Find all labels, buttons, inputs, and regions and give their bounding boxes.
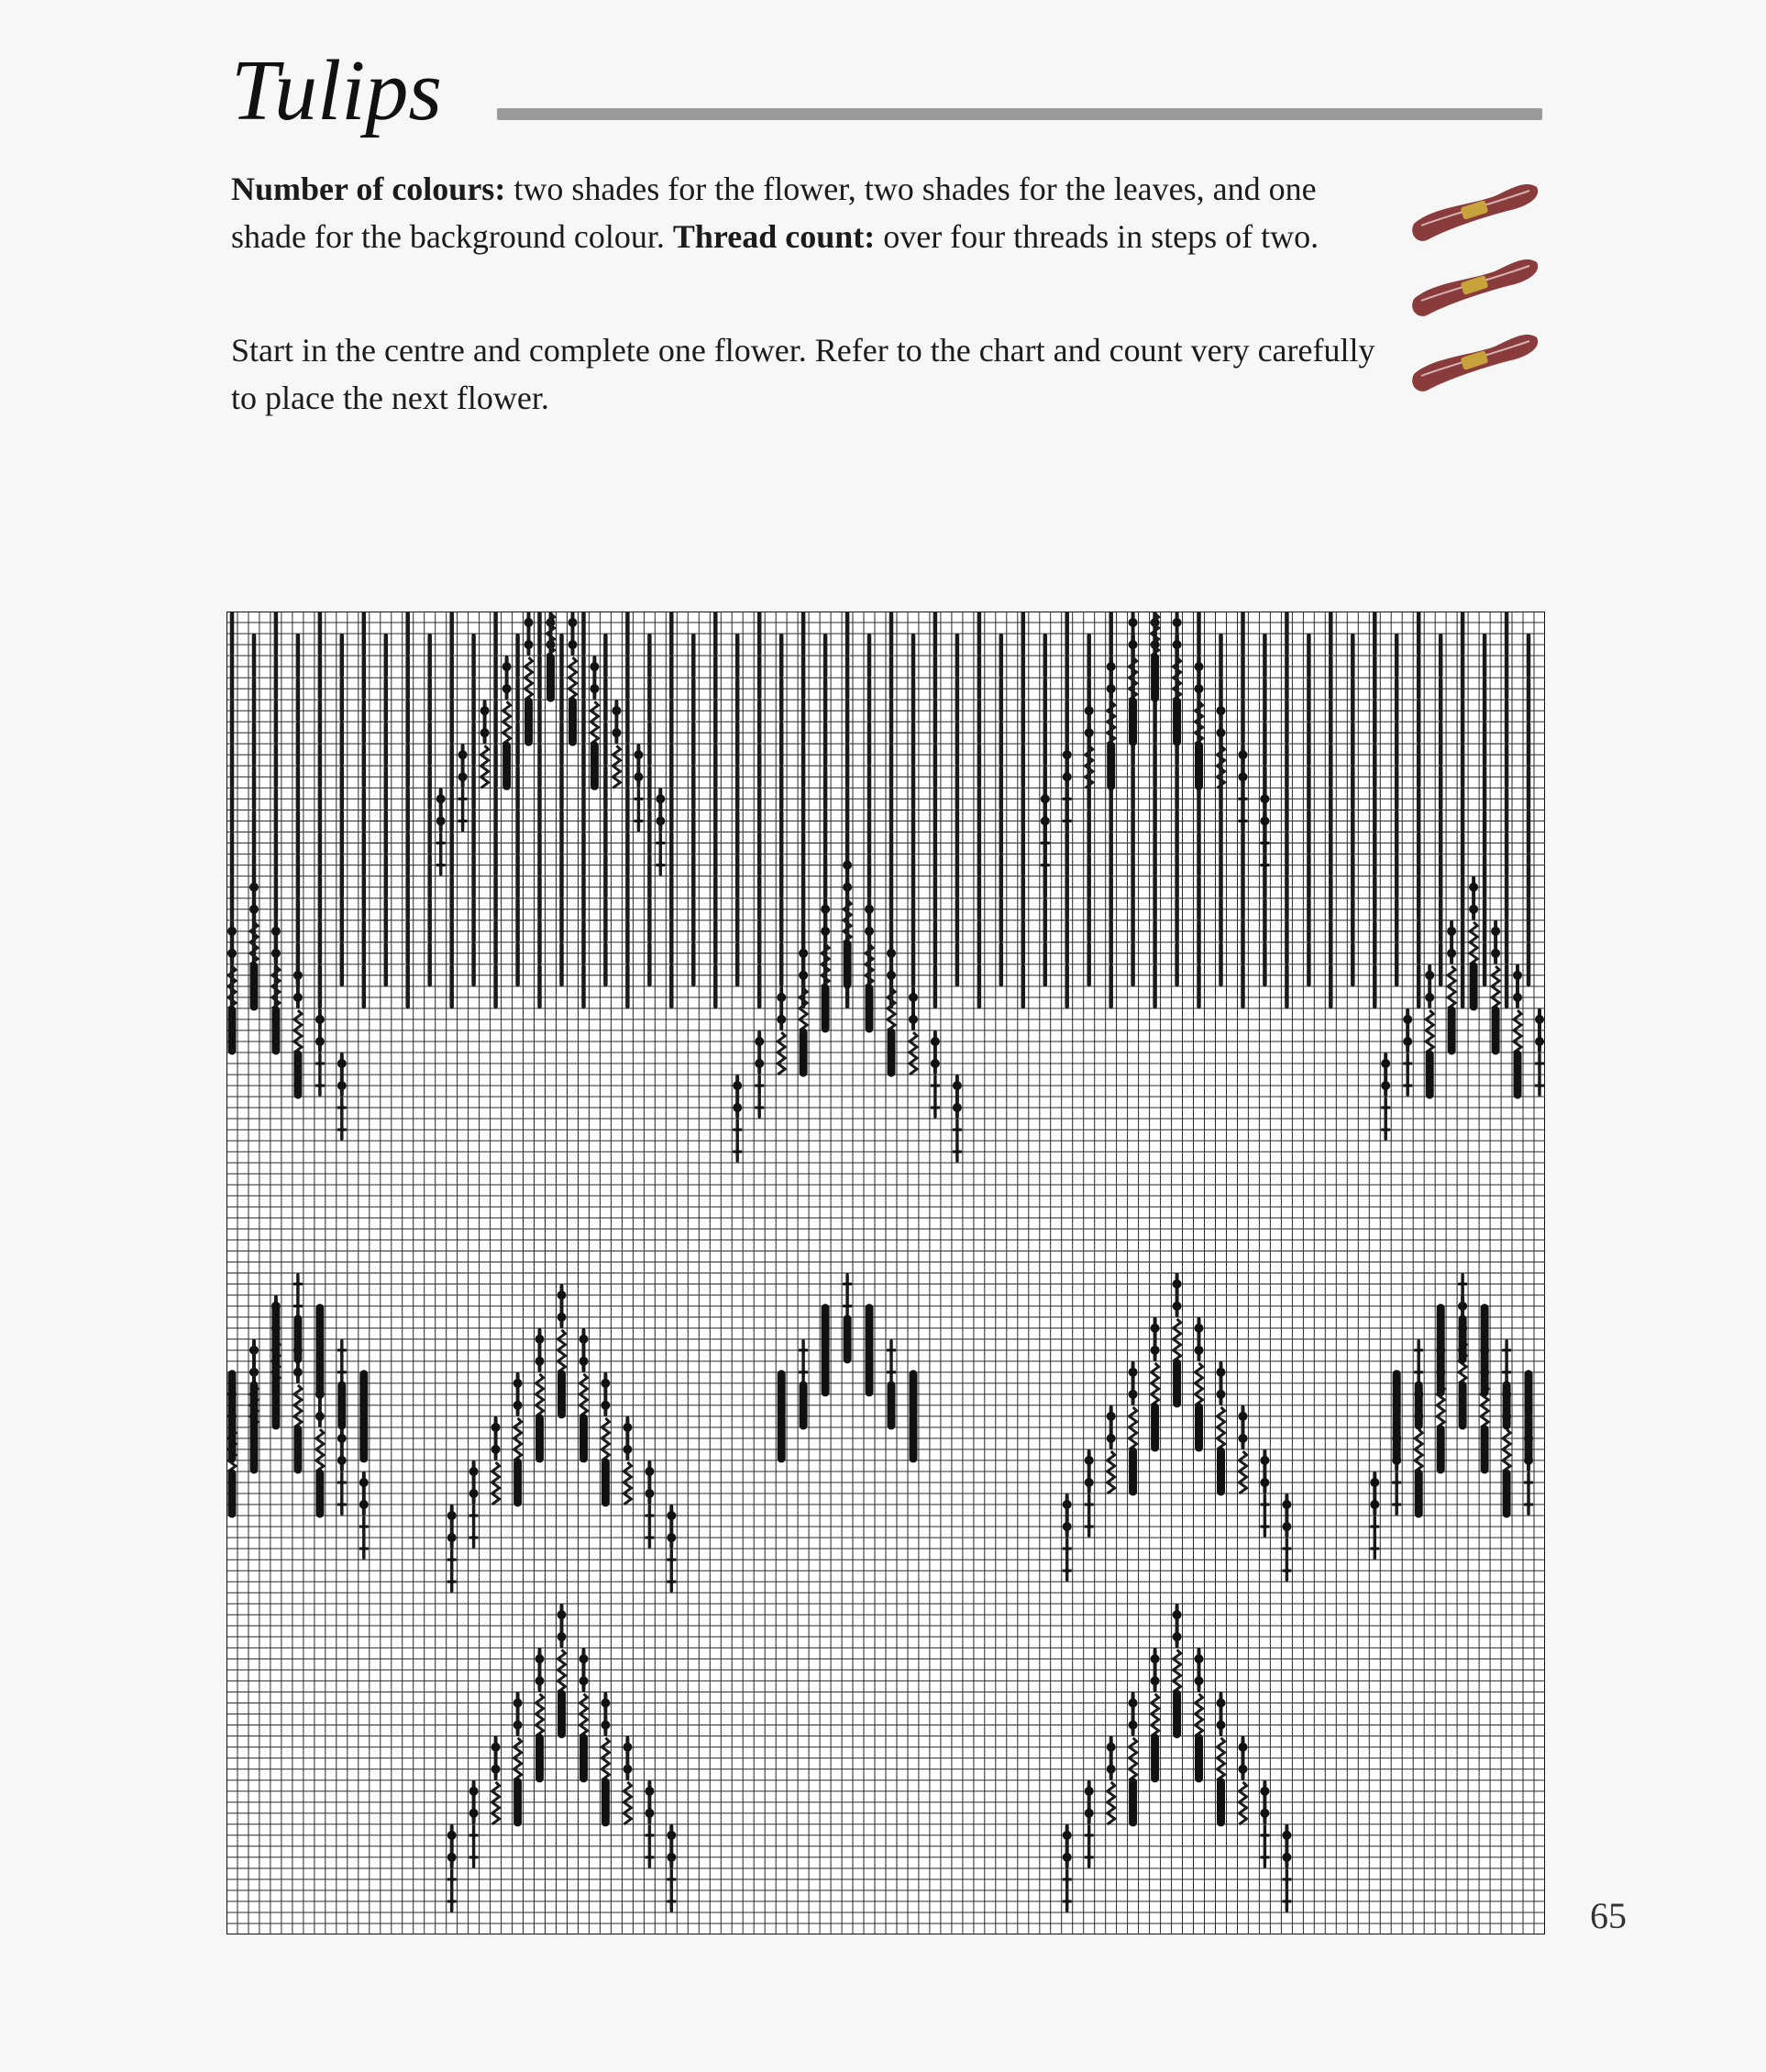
instructions-paragraph: Start in the centre and complete one flower. Refer to the chart and count very carefully to place the next flower. (231, 332, 1375, 416)
page-title: Tulips (231, 43, 442, 138)
thread-skein-icon (1405, 321, 1540, 394)
tulip-stitch-chart (226, 612, 1545, 1934)
colours-text: two shades for the flower, two shades for the leaves, and one shade for the background colour. (231, 171, 1317, 255)
thread-skein-icon (1405, 171, 1540, 244)
page-number: 65 (1590, 1895, 1627, 1936)
thread-count-text: over four threads in steps of two. (875, 218, 1319, 255)
colour-info-paragraph (231, 165, 1377, 260)
colours-label: Number of colours: (231, 171, 506, 207)
title-rule (497, 108, 1542, 120)
thread-count-label: Thread count: (672, 218, 876, 255)
thread-skein-icon (1405, 246, 1540, 319)
